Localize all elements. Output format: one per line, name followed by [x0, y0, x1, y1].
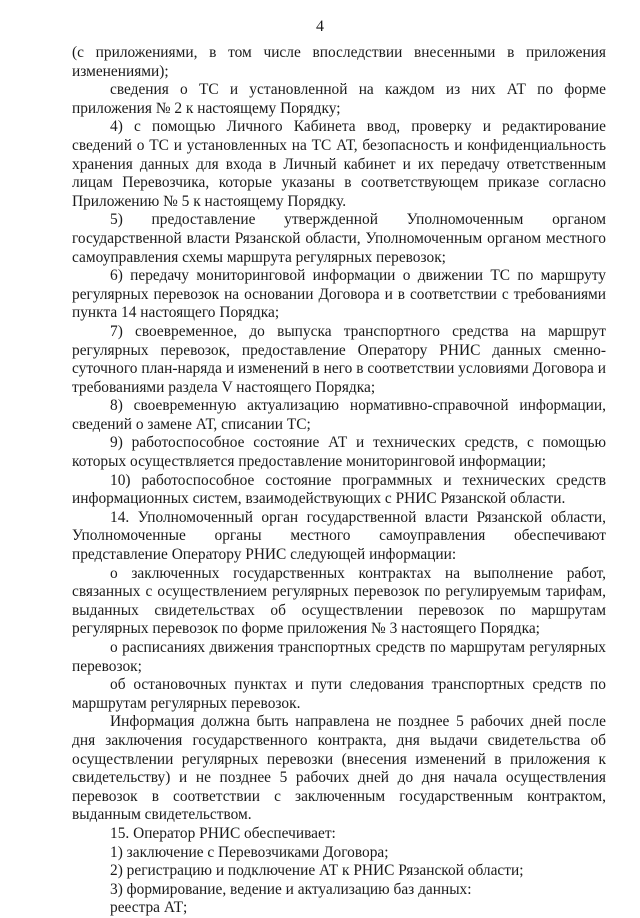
paragraph: о расписаниях движения транспортных средств по маршрутам регулярных перевозок;: [72, 639, 606, 675]
paragraph: 5) предоставление утвержденной Уполномоченным органом государственной власти Рязанской области, Уполномоченным органом местного самоуправления схемы маршрута регулярных перевозок;: [72, 211, 606, 266]
paragraph: 4) с помощью Личного Кабинета ввод, проверку и редактирование сведений о ТС и установленных на ТС АТ, безопасность и конфиденциальность хранения данных для входа в Личный кабинет и их передачу ответственным лицам Перевозчика, которые указаны в соответствующем приказе согласно Приложению № 5 к настоящему Порядку.: [72, 118, 606, 210]
paragraph: реестра АТ;: [110, 899, 188, 917]
paragraph: 10) работоспособное состояние программных и технических средств информационных систем, взаимодействующих с РНИС Рязанской области.: [72, 471, 606, 508]
paragraph: 14. Уполномоченный орган государственной власти Рязанской области, Уполномоченные органы местного самоуправления обеспечивают представление Оператору РНИС следующей информации:: [72, 508, 606, 564]
paragraph: (с приложениями, в том числе впоследствии внесенными в приложения изменениями);: [72, 44, 606, 80]
paragraph: 6) передачу мониторинговой информации о движении ТС по маршруту регулярных перевозок на основании Договора и в соответствии с требованиями пункта 14 настоящего Порядка;: [72, 267, 606, 322]
page-number: 4: [316, 18, 324, 35]
paragraph: об остановочных пунктах и пути следования транспортных средств по маршрутам регулярных перевозок.: [72, 676, 606, 712]
paragraph: 15. Оператор РНИС обеспечивает:: [110, 824, 336, 842]
paragraph: 8) своевременную актуализацию нормативно-справочной информации, сведений о замене АТ, списании ТС;: [72, 397, 606, 433]
paragraph: 1) заключение с Перевозчиками Договора;: [110, 843, 389, 861]
document-body: [72, 44, 606, 918]
paragraph: 7) своевременное, до выпуска транспортного средства на маршрут регулярных перевозок, предоставление Оператору РНИС данных сменно-суточного план-наряда и изменений в него в соответствии условиями Договора и требованиями раздела V настоящего Порядка;: [72, 322, 606, 396]
paragraph: Информация должна быть направлена не позднее 5 рабочих дней после дня заключения государственного контракта, дня выдачи свидетельства об осуществлении регулярных перевозки (внесения изменений в приложения к свидетельству) и не позднее 5 рабочих дней до дня начала осуществления перевозок в соответствии с заключенным государственным контрактом, выданным свидетельством.: [72, 713, 606, 824]
paragraph: 2) регистрацию и подключение АТ к РНИС Рязанской области;: [110, 862, 524, 880]
paragraph: 9) работоспособное состояние АТ и технических средств, с помощью которых осуществляется предоставление мониторинговой информации;: [72, 434, 606, 471]
paragraph: 3) формирование, ведение и актуализацию баз данных:: [110, 880, 472, 898]
paragraph: сведения о ТС и установленной на каждом из них АТ по форме приложения № 2 к настоящему Порядку;: [72, 81, 606, 117]
paragraph: о заключенных государственных контрактах на выполнение работ, связанных с осуществлением регулярных перевозок по регулируемым тарифам, выданных свидетельствах об осуществлении перевозок по маршрутам регулярных перевозок по форме приложения № 3 настоящего Порядка;: [72, 564, 606, 638]
